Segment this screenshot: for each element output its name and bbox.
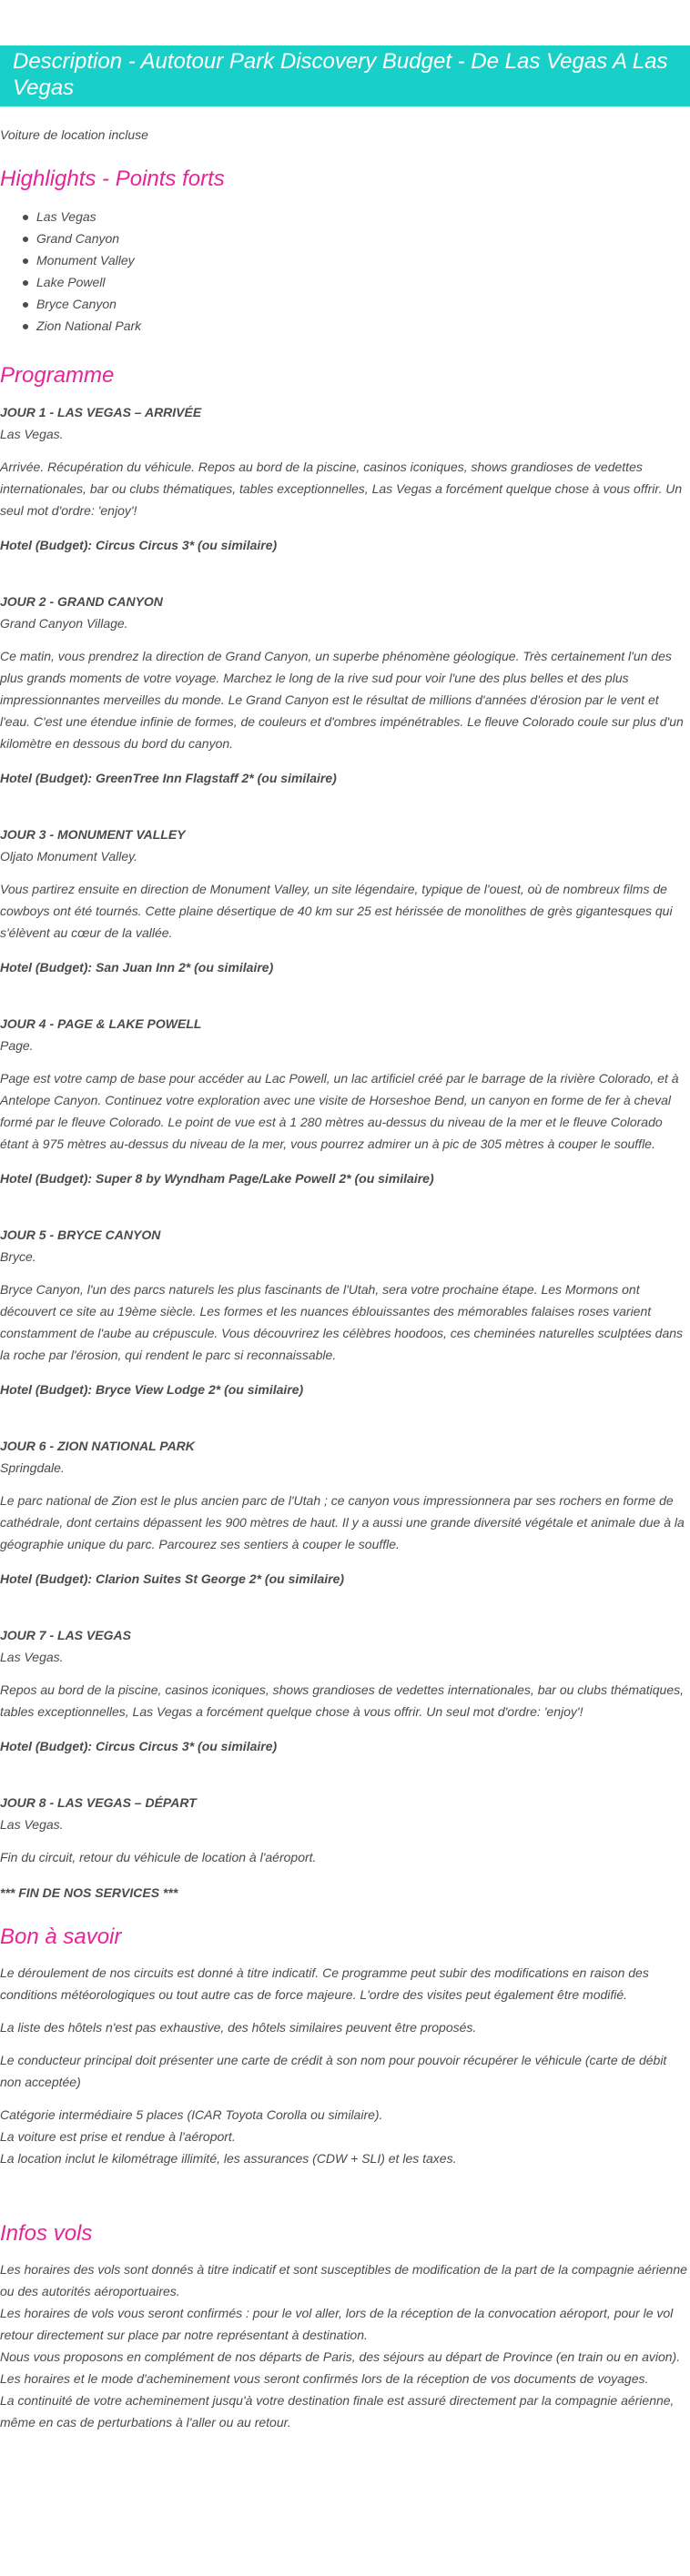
day-hotel: Hotel (Budget): Clarion Suites St George 2* (ou similaire) [0,1571,345,1586]
day-place: Page. [0,1038,34,1053]
day-2 [0,591,690,789]
day-description: Arrivée. Récupération du véhicule. Repos au bord de la piscine, casinos iconiques, shows grandioses de vedettes internationales, bar ou clubs thématiques, tables exceptionnelles, Las Vegas a forcément quelque chose à vous offrir. Un seul mot d'ordre: 'enjoy'! [0,460,683,518]
day-hotel: Hotel (Budget): GreenTree Inn Flagstaff 2* (ou similaire) [0,771,337,785]
day-title: JOUR 2 - GRAND CANYON [0,594,163,609]
text-line: Les horaires des vols sont donnés à titre indicatif et sont susceptibles de modification de la part de la compagnie aérienne ou des autorités aéroportuaires. [0,2262,687,2298]
day-description: Ce matin, vous prendrez la direction de Grand Canyon, un superbe phénomène géologique. Très certainement l'un des plus grands moments de votre voyage. Marchez le long de la rive sud pour voir l'une des plus belles et des plus impressionnantes merveilles du monde. Le Grand Canyon est le résultat de millions d'années d'érosion par le vent et l'eau. C'est une étendue infinie de formes, de couleurs et d'ombres impénétrables. Le fleuve Colorado coule sur plus d'un kilomètre en dessous du bord du canyon. [0,649,684,751]
list-item: Monument Valley [36,249,690,271]
day-8 [0,1792,690,1868]
text-line: Nous vous proposons en complément de nos départs de Paris, des séjours au départ de Province (en train ou en avion). [0,2349,681,2364]
day-7 [0,1624,690,1757]
day-hotel: Hotel (Budget): Super 8 by Wyndham Page/Lake Powell 2* (ou similaire) [0,1171,434,1186]
day-title: JOUR 8 - LAS VEGAS – DÉPART [0,1795,197,1810]
day-hotel: Hotel (Budget): Bryce View Lodge 2* (ou similaire) [0,1382,304,1397]
day-4 [0,1013,690,1189]
infos-vols-text [0,2258,690,2433]
day-1 [0,401,690,556]
list-item: Lake Powell [36,271,690,293]
day-hotel: Hotel (Budget): Circus Circus 3* (ou similaire) [0,1739,278,1753]
day-title: JOUR 6 - ZION NATIONAL PARK [0,1439,195,1453]
day-description: Repos au bord de la piscine, casinos iconiques, shows grandioses de vedettes internationales, bar ou clubs thématiques, tables exceptionnelles, Las Vegas a forcément quelque chose à vous offrir. Un seul mot d'ordre: 'enjoy'! [0,1682,685,1719]
list-item: Zion National Park [36,315,690,337]
bon-a-savoir-heading: Bon à savoir [0,1924,122,1949]
programme-heading: Programme [0,363,115,388]
day-hotel: Hotel (Budget): San Juan Inn 2* (ou similaire) [0,960,274,975]
day-description: Vous partirez ensuite en direction de Monument Valley, un site légendaire, typique de l'ouest, où de nombreux films de cowboys ont été tournés. Cette plaine désertique de 40 km sur 25 est hérissée de monolithes de grès gigantesques qui s'élèvent au cœur de la vallée. [0,882,673,940]
day-place: Las Vegas. [0,1650,64,1664]
day-place: Oljato Monument Valley. [0,849,137,864]
day-place: Las Vegas. [0,427,64,441]
day-6 [0,1435,690,1590]
day-description: Le parc national de Zion est le plus ancien parc de l'Utah ; ce canyon vous impressionnera par ses rochers en forme de cathédrale, dont certains dépassent les 900 mètres de haut. Il y a aussi une grande diversité végétale et animale due à la géographie unique du parc. Parcourez ses sentiers à couper le souffle. [0,1493,685,1551]
day-hotel: Hotel (Budget): Circus Circus 3* (ou similaire) [0,538,278,552]
page [0,45,690,2433]
text-line: Les horaires et le mode d'acheminement vous seront confirmés lors de la réception de vos documents de voyages. [0,2371,649,2386]
end-of-services: *** FIN DE NOS SERVICES *** [0,1885,178,1900]
text-line: La continuité de votre acheminement jusqu'à votre destination finale est assuré directement par la compagnie aérienne, même en cas de perturbations à l'aller ou au retour. [0,2393,675,2430]
day-5 [0,1224,690,1400]
day-3 [0,823,690,978]
day-title: JOUR 5 - BRYCE CANYON [0,1227,161,1242]
day-title: JOUR 4 - PAGE & LAKE POWELL [0,1016,202,1031]
page-title: Description - Autotour Park Discovery Budget - De Las Vegas A Las Vegas [13,49,668,100]
text-line: Catégorie intermédiaire 5 places (ICAR Toyota Corolla ou similaire). [0,2107,383,2122]
title-banner [0,45,690,106]
bon-a-savoir-car-info [0,2104,690,2169]
intro-text: Voiture de location incluse [0,127,148,142]
list-item: Bryce Canyon [36,293,690,315]
list-item: Las Vegas [36,206,690,227]
day-description: Page est votre camp de base pour accéder au Lac Powell, un lac artificiel créé par le barrage de la rivière Colorado, et à Antelope Canyon. Continuez votre exploration avec une visite de Horseshoe Bend, un canyon en forme de fer à cheval formé par le fleuve Colorado. Le point de vue est à 1 280 mètres au-dessus du niveau de la mer et le fleuve Colorado étant à 975 mètres au-dessus du niveau de la mer, vous pourrez admirer un à pic de 305 mètres à couper le souffle. [0,1071,679,1151]
text-line: La location inclut le kilométrage illimité, les assurances (CDW + SLI) et les taxes. [0,2151,457,2166]
text-line: Les horaires de vols vous seront confirmés : pour le vol aller, lors de la réception de la convocation aéroport, pour le vol retour directement sur place par notre représentant à destination. [0,2306,674,2342]
day-title: JOUR 1 - LAS VEGAS – ARRIVÉE [0,405,202,419]
bon-a-savoir-paragraph: La liste des hôtels n'est pas exhaustive, des hôtels similaires peuvent être proposés. [0,2020,477,2035]
list-item: Grand Canyon [36,227,690,249]
day-description: Fin du circuit, retour du véhicule de location à l'aéroport. [0,1850,317,1864]
day-place: Grand Canyon Village. [0,616,128,631]
text-line: La voiture est prise et rendue à l'aéroport. [0,2129,236,2144]
bon-a-savoir-paragraph: Le conducteur principal doit présenter une carte de crédit à son nom pour pouvoir récupérer le véhicule (carte de débit non acceptée) [0,2053,667,2089]
highlights-list [0,206,690,337]
highlights-heading: Highlights - Points forts [0,167,225,191]
day-place: Springdale. [0,1460,65,1475]
day-title: JOUR 3 - MONUMENT VALLEY [0,827,186,842]
day-place: Las Vegas. [0,1817,64,1832]
bon-a-savoir-paragraph: Le déroulement de nos circuits est donné à titre indicatif. Ce programme peut subir des modifications en raison des conditions météorologiques ou tout autre cas de force majeure. L'ordre des visites peut également être modifié. [0,1965,649,2002]
day-description: Bryce Canyon, l'un des parcs naturels les plus fascinants de l'Utah, sera votre prochaine étape. Les Mormons ont découvert ce site au 19ème siècle. Les formes et les nuances éblouissantes des mémorables falaises roses varient constamment de l'aube au crépuscule. Vous découvrirez les célèbres hoodoos, ces cheminées naturelles sculptées dans la roche par l'érosion, qui rendent le parc si reconnaissable. [0,1282,684,1362]
day-title: JOUR 7 - LAS VEGAS [0,1628,131,1642]
infos-vols-heading: Infos vols [0,2221,93,2246]
day-place: Bryce. [0,1249,36,1264]
